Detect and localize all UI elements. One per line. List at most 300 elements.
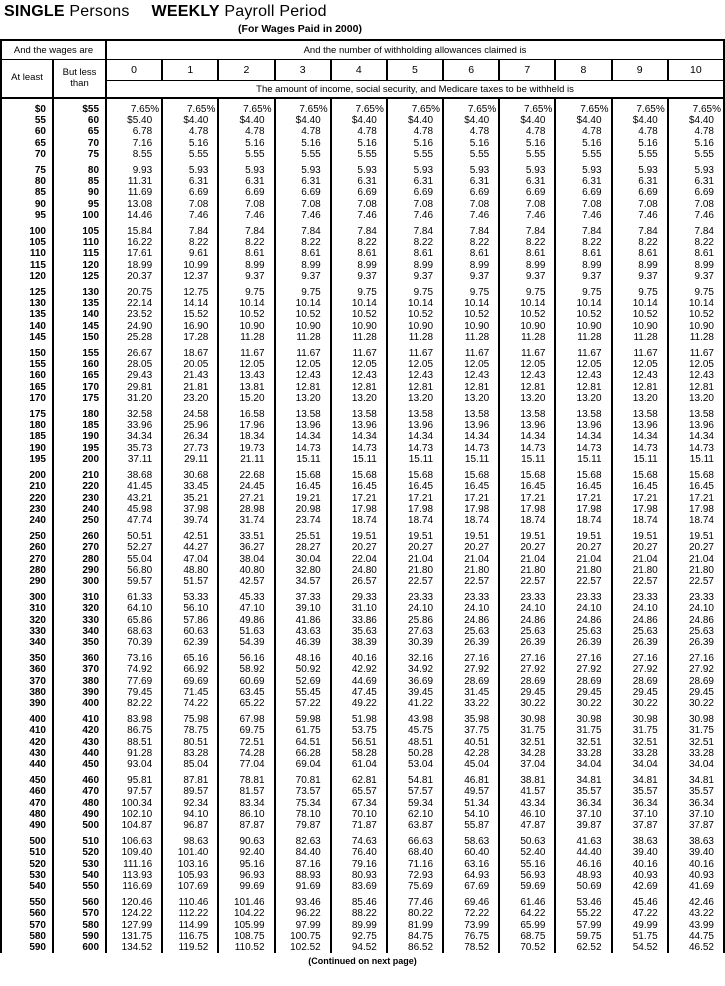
amount-cell: 75.69 bbox=[387, 881, 443, 892]
amount-cell: 14.73 bbox=[499, 443, 555, 454]
amount-cell: 8.99 bbox=[275, 260, 331, 271]
amount-cell: 19.51 bbox=[555, 526, 611, 542]
wage-cell: 470 bbox=[1, 798, 53, 809]
wage-cell: 230 bbox=[53, 493, 106, 504]
amount-cell: 80.51 bbox=[162, 737, 218, 748]
table-row bbox=[1, 847, 724, 858]
amount-cell: 34.34 bbox=[106, 431, 162, 442]
amount-cell: 40.16 bbox=[331, 648, 387, 664]
amount-cell: 13.58 bbox=[612, 404, 668, 420]
amount-cell: 30.22 bbox=[499, 698, 555, 709]
amount-cell: 19.51 bbox=[499, 526, 555, 542]
amount-cell: 15.68 bbox=[555, 465, 611, 481]
title-persons: Persons bbox=[69, 3, 130, 20]
amount-cell: 25.86 bbox=[387, 615, 443, 626]
amount-cell: 9.37 bbox=[499, 271, 555, 282]
amount-cell: 7.65% bbox=[555, 98, 611, 115]
amount-cell: 22.14 bbox=[106, 298, 162, 309]
amount-cell: 17.21 bbox=[331, 493, 387, 504]
amount-cell: 25.96 bbox=[162, 420, 218, 431]
amount-cell: 26.39 bbox=[499, 637, 555, 648]
amount-cell: 21.04 bbox=[443, 554, 499, 565]
amount-cell: 72.22 bbox=[443, 908, 499, 919]
amount-cell: 10.52 bbox=[612, 309, 668, 320]
amount-cell: 5.55 bbox=[499, 149, 555, 160]
table-row bbox=[1, 282, 724, 298]
amount-cell: 50.69 bbox=[555, 881, 611, 892]
amount-cell: 7.46 bbox=[555, 210, 611, 221]
amount-cell: 18.99 bbox=[106, 260, 162, 271]
wage-cell: 85 bbox=[53, 176, 106, 187]
amount-cell: 14.34 bbox=[555, 431, 611, 442]
amount-cell: 4.78 bbox=[387, 126, 443, 137]
amount-cell: 34.04 bbox=[555, 759, 611, 770]
amount-cell: 108.75 bbox=[218, 931, 274, 942]
amount-cell: 35.73 bbox=[106, 443, 162, 454]
wage-cell: 410 bbox=[53, 709, 106, 725]
wage-cell: 430 bbox=[53, 737, 106, 748]
wage-cell: 450 bbox=[53, 759, 106, 770]
amount-cell: 6.69 bbox=[499, 187, 555, 198]
amount-cell: 16.45 bbox=[499, 481, 555, 492]
amount-cell: 13.96 bbox=[668, 420, 724, 431]
amount-cell: 10.14 bbox=[499, 298, 555, 309]
amount-cell: 134.52 bbox=[106, 942, 162, 953]
amount-cell: 20.27 bbox=[668, 542, 724, 553]
amount-cell: 39.45 bbox=[387, 687, 443, 698]
wage-cell: 110 bbox=[53, 237, 106, 248]
table-row bbox=[1, 393, 724, 404]
amount-cell: $5.40 bbox=[106, 115, 162, 126]
amount-cell: 28.69 bbox=[612, 676, 668, 687]
amount-cell: 85.46 bbox=[331, 892, 387, 908]
amount-cell: 13.58 bbox=[499, 404, 555, 420]
amount-cell: 18.34 bbox=[218, 431, 274, 442]
amount-cell: 114.99 bbox=[162, 920, 218, 931]
amount-cell: 6.31 bbox=[387, 176, 443, 187]
amount-cell: 33.22 bbox=[443, 698, 499, 709]
amount-cell: 21.04 bbox=[555, 554, 611, 565]
table-row bbox=[1, 221, 724, 237]
wage-cell: 550 bbox=[1, 892, 53, 908]
amount-cell: 8.22 bbox=[668, 237, 724, 248]
amount-cell: 54.39 bbox=[218, 637, 274, 648]
amount-cell: 10.14 bbox=[668, 298, 724, 309]
amount-cell: 18.74 bbox=[387, 515, 443, 526]
amount-cell: 7.46 bbox=[218, 210, 274, 221]
amount-cell: 36.34 bbox=[668, 798, 724, 809]
amount-cell: 5.16 bbox=[331, 138, 387, 149]
col-header-allowance-2: 2 bbox=[218, 60, 274, 81]
amount-cell: 106.63 bbox=[106, 831, 162, 847]
amount-cell: 88.93 bbox=[275, 870, 331, 881]
amount-cell: 7.84 bbox=[162, 221, 218, 237]
amount-cell: 78.75 bbox=[162, 725, 218, 736]
wage-cell: 180 bbox=[53, 404, 106, 420]
amount-cell: 58.28 bbox=[331, 748, 387, 759]
amount-cell: 12.05 bbox=[612, 359, 668, 370]
amount-cell: 7.08 bbox=[331, 199, 387, 210]
amount-cell: 6.78 bbox=[106, 126, 162, 137]
amount-cell: 5.55 bbox=[331, 149, 387, 160]
table-row bbox=[1, 309, 724, 320]
table-row bbox=[1, 931, 724, 942]
col-header-allowance-1: 1 bbox=[162, 60, 218, 81]
wage-cell: 260 bbox=[53, 526, 106, 542]
row-group bbox=[1, 648, 724, 709]
amount-cell: 8.99 bbox=[331, 260, 387, 271]
table-row bbox=[1, 565, 724, 576]
amount-cell: 70.10 bbox=[331, 809, 387, 820]
amount-cell: 28.27 bbox=[275, 542, 331, 553]
table-row bbox=[1, 199, 724, 210]
amount-cell: $4.40 bbox=[387, 115, 443, 126]
wage-cell: 220 bbox=[53, 481, 106, 492]
table-row bbox=[1, 820, 724, 831]
amount-cell: 7.84 bbox=[499, 221, 555, 237]
amount-cell: 6.69 bbox=[612, 187, 668, 198]
amount-cell: 29.45 bbox=[555, 687, 611, 698]
amount-cell: 8.99 bbox=[668, 260, 724, 271]
amount-cell: 84.40 bbox=[275, 847, 331, 858]
table-row bbox=[1, 587, 724, 603]
wage-cell: 560 bbox=[53, 892, 106, 908]
amount-cell: 6.69 bbox=[443, 187, 499, 198]
table-row bbox=[1, 98, 724, 115]
amount-cell: 32.80 bbox=[275, 565, 331, 576]
amount-cell: 5.93 bbox=[162, 160, 218, 176]
amount-cell: 38.04 bbox=[218, 554, 274, 565]
amount-cell: 5.93 bbox=[218, 160, 274, 176]
amount-cell: 43.99 bbox=[668, 920, 724, 931]
amount-cell: 6.31 bbox=[443, 176, 499, 187]
amount-cell: 24.10 bbox=[499, 603, 555, 614]
wage-cell: 115 bbox=[53, 248, 106, 259]
amount-cell: 24.58 bbox=[162, 404, 218, 420]
amount-cell: 44.40 bbox=[555, 847, 611, 858]
amount-cell: 39.74 bbox=[162, 515, 218, 526]
wage-cell: 600 bbox=[53, 942, 106, 953]
table-row bbox=[1, 786, 724, 797]
amount-cell: 96.22 bbox=[275, 908, 331, 919]
table-row bbox=[1, 187, 724, 198]
wage-cell: 100 bbox=[1, 221, 53, 237]
wage-cell: 360 bbox=[53, 648, 106, 664]
amount-cell: 15.11 bbox=[612, 454, 668, 465]
wage-cell: 290 bbox=[1, 576, 53, 587]
amount-cell: 44.69 bbox=[331, 676, 387, 687]
wage-cell: 520 bbox=[53, 847, 106, 858]
amount-cell: 93.46 bbox=[275, 892, 331, 908]
amount-cell: 5.16 bbox=[443, 138, 499, 149]
amount-cell: 17.21 bbox=[499, 493, 555, 504]
amount-cell: 9.37 bbox=[612, 271, 668, 282]
amount-cell: 16.45 bbox=[612, 481, 668, 492]
amount-cell: 94.52 bbox=[331, 942, 387, 953]
amount-cell: 24.86 bbox=[612, 615, 668, 626]
amount-cell: 12.43 bbox=[275, 370, 331, 381]
wage-cell: 210 bbox=[1, 481, 53, 492]
row-group bbox=[1, 709, 724, 770]
amount-cell: 8.61 bbox=[668, 248, 724, 259]
amount-cell: 50.92 bbox=[275, 664, 331, 675]
amount-cell: 35.21 bbox=[162, 493, 218, 504]
row-group bbox=[1, 831, 724, 892]
amount-cell: 13.58 bbox=[275, 404, 331, 420]
amount-cell: 10.90 bbox=[331, 321, 387, 332]
amount-cell: 27.92 bbox=[555, 664, 611, 675]
wage-cell: 460 bbox=[1, 786, 53, 797]
amount-cell: 9.37 bbox=[218, 271, 274, 282]
amount-cell: 8.61 bbox=[387, 248, 443, 259]
amount-cell: 34.28 bbox=[499, 748, 555, 759]
amount-cell: 74.63 bbox=[331, 831, 387, 847]
table-row bbox=[1, 892, 724, 908]
amount-cell: 11.28 bbox=[668, 332, 724, 343]
amount-cell: 22.68 bbox=[218, 465, 274, 481]
wage-cell: 360 bbox=[1, 664, 53, 675]
amount-cell: 33.45 bbox=[162, 481, 218, 492]
col-header-at-least: At least bbox=[1, 60, 53, 99]
table-row bbox=[1, 576, 724, 587]
table-row bbox=[1, 321, 724, 332]
amount-cell: 77.46 bbox=[387, 892, 443, 908]
wage-cell: 300 bbox=[1, 587, 53, 603]
wage-cell: 165 bbox=[1, 382, 53, 393]
amount-cell: 24.80 bbox=[331, 565, 387, 576]
amount-cell: 56.93 bbox=[499, 870, 555, 881]
amount-cell: 4.78 bbox=[331, 126, 387, 137]
wage-cell: 195 bbox=[1, 454, 53, 465]
amount-cell: 9.37 bbox=[331, 271, 387, 282]
amount-cell: 30.22 bbox=[555, 698, 611, 709]
amount-cell: 41.69 bbox=[668, 881, 724, 892]
table-row bbox=[1, 160, 724, 176]
amount-cell: 69.04 bbox=[275, 759, 331, 770]
amount-cell: 124.22 bbox=[106, 908, 162, 919]
amount-cell: 10.52 bbox=[331, 309, 387, 320]
wage-cell: 460 bbox=[53, 770, 106, 786]
table-row bbox=[1, 298, 724, 309]
amount-cell: 20.75 bbox=[106, 282, 162, 298]
amount-cell: 45.04 bbox=[443, 759, 499, 770]
amount-cell: 7.46 bbox=[387, 210, 443, 221]
amount-cell: 21.80 bbox=[387, 565, 443, 576]
col-header-but-less-than: But less than bbox=[53, 60, 106, 99]
amount-cell: 8.99 bbox=[555, 260, 611, 271]
amount-cell: 12.05 bbox=[555, 359, 611, 370]
amount-cell: 5.55 bbox=[162, 149, 218, 160]
amount-cell: 40.93 bbox=[668, 870, 724, 881]
amount-cell: 10.14 bbox=[218, 298, 274, 309]
amount-cell: 30.39 bbox=[387, 637, 443, 648]
amount-cell: 15.52 bbox=[162, 309, 218, 320]
amount-cell: 5.93 bbox=[331, 160, 387, 176]
table-row bbox=[1, 443, 724, 454]
wage-cell: 510 bbox=[53, 831, 106, 847]
amount-cell: 67.69 bbox=[443, 881, 499, 892]
wage-cell: 180 bbox=[1, 420, 53, 431]
wage-cell: 125 bbox=[1, 282, 53, 298]
table-row bbox=[1, 420, 724, 431]
amount-cell: 68.63 bbox=[106, 626, 162, 637]
amount-cell: 119.52 bbox=[162, 942, 218, 953]
wage-cell: 165 bbox=[53, 370, 106, 381]
amount-cell: 8.61 bbox=[331, 248, 387, 259]
amount-cell: 21.04 bbox=[387, 554, 443, 565]
amount-cell: 95.81 bbox=[106, 770, 162, 786]
amount-cell: 23.33 bbox=[668, 587, 724, 603]
row-group bbox=[1, 282, 724, 343]
wage-cell: 80 bbox=[53, 160, 106, 176]
amount-cell: 33.28 bbox=[612, 748, 668, 759]
amount-cell: 4.78 bbox=[555, 126, 611, 137]
wage-cell: 185 bbox=[1, 431, 53, 442]
amount-cell: 27.16 bbox=[443, 648, 499, 664]
amount-cell: 8.22 bbox=[443, 237, 499, 248]
wage-cell: 290 bbox=[53, 565, 106, 576]
amount-cell: 21.80 bbox=[443, 565, 499, 576]
amount-cell: 32.51 bbox=[499, 737, 555, 748]
amount-cell: 27.16 bbox=[668, 648, 724, 664]
wage-cell: 220 bbox=[1, 493, 53, 504]
amount-cell: 6.69 bbox=[218, 187, 274, 198]
wage-cell: 60 bbox=[1, 126, 53, 137]
amount-cell: 28.69 bbox=[499, 676, 555, 687]
amount-cell: 62.39 bbox=[162, 637, 218, 648]
amount-cell: 10.14 bbox=[387, 298, 443, 309]
amount-cell: 8.22 bbox=[331, 237, 387, 248]
amount-cell: 5.93 bbox=[668, 160, 724, 176]
wage-cell: 300 bbox=[53, 576, 106, 587]
amount-cell: 5.55 bbox=[387, 149, 443, 160]
amount-cell: 10.52 bbox=[668, 309, 724, 320]
amount-cell: 8.61 bbox=[499, 248, 555, 259]
amount-cell: 42.92 bbox=[331, 664, 387, 675]
amount-cell: 46.52 bbox=[668, 942, 724, 953]
amount-cell: 40.51 bbox=[443, 737, 499, 748]
amount-cell: 7.65% bbox=[275, 98, 331, 115]
amount-cell: 71.45 bbox=[162, 687, 218, 698]
amount-cell: 40.16 bbox=[612, 859, 668, 870]
wage-cell: 95 bbox=[53, 199, 106, 210]
amount-cell: 5.93 bbox=[555, 160, 611, 176]
amount-cell: 28.69 bbox=[555, 676, 611, 687]
amount-cell: 116.69 bbox=[106, 881, 162, 892]
amount-cell: 27.16 bbox=[499, 648, 555, 664]
amount-cell: 17.21 bbox=[612, 493, 668, 504]
amount-cell: 17.28 bbox=[162, 332, 218, 343]
amount-cell: 20.05 bbox=[162, 359, 218, 370]
wage-cell: 340 bbox=[1, 637, 53, 648]
amount-cell: 89.57 bbox=[162, 786, 218, 797]
table-row bbox=[1, 138, 724, 149]
amount-cell: 42.57 bbox=[218, 576, 274, 587]
amount-cell: 42.69 bbox=[612, 881, 668, 892]
amount-cell: 35.98 bbox=[443, 709, 499, 725]
col-header-allowance-4: 4 bbox=[331, 60, 387, 81]
amount-cell: 30.04 bbox=[275, 554, 331, 565]
amount-cell: 68.75 bbox=[499, 931, 555, 942]
wage-cell: 80 bbox=[1, 176, 53, 187]
amount-cell: 9.75 bbox=[443, 282, 499, 298]
amount-cell: 7.08 bbox=[555, 199, 611, 210]
amount-cell: 8.61 bbox=[612, 248, 668, 259]
title-payroll-period: Payroll Period bbox=[224, 3, 327, 20]
amount-cell: 12.81 bbox=[499, 382, 555, 393]
amount-cell: 97.57 bbox=[106, 786, 162, 797]
amount-cell: 13.96 bbox=[331, 420, 387, 431]
amount-cell: 5.16 bbox=[499, 138, 555, 149]
col-header-allowance-9: 9 bbox=[612, 60, 668, 81]
col-header-allowance-7: 7 bbox=[499, 60, 555, 81]
amount-cell: 13.58 bbox=[555, 404, 611, 420]
amount-cell: 111.16 bbox=[106, 859, 162, 870]
amount-cell: 8.61 bbox=[555, 248, 611, 259]
amount-cell: 13.20 bbox=[387, 393, 443, 404]
amount-cell: 17.98 bbox=[331, 504, 387, 515]
amount-cell: 80.22 bbox=[387, 908, 443, 919]
amount-cell: 59.34 bbox=[387, 798, 443, 809]
amount-cell: 105.93 bbox=[162, 870, 218, 881]
amount-cell: 26.39 bbox=[555, 637, 611, 648]
row-group bbox=[1, 221, 724, 282]
amount-cell: 86.75 bbox=[106, 725, 162, 736]
amount-cell: 35.63 bbox=[331, 626, 387, 637]
wage-cell: 250 bbox=[1, 526, 53, 542]
amount-cell: 87.16 bbox=[275, 859, 331, 870]
amount-cell: 29.33 bbox=[331, 587, 387, 603]
amount-cell: 8.22 bbox=[162, 237, 218, 248]
table-row bbox=[1, 343, 724, 359]
wage-cell: 390 bbox=[1, 698, 53, 709]
table-row bbox=[1, 115, 724, 126]
amount-cell: 7.84 bbox=[443, 221, 499, 237]
wage-cell: 400 bbox=[53, 698, 106, 709]
amount-cell: 16.45 bbox=[668, 481, 724, 492]
amount-cell: 67.98 bbox=[218, 709, 274, 725]
amount-cell: 32.51 bbox=[555, 737, 611, 748]
page-subtitle: (For Wages Paid in 2000) bbox=[238, 23, 362, 35]
table-row bbox=[1, 481, 724, 492]
amount-cell: 92.34 bbox=[162, 798, 218, 809]
amount-cell: 65.99 bbox=[499, 920, 555, 931]
amount-cell: 39.87 bbox=[555, 820, 611, 831]
amount-cell: 12.81 bbox=[612, 382, 668, 393]
amount-cell: 18.74 bbox=[612, 515, 668, 526]
amount-cell: 34.92 bbox=[387, 664, 443, 675]
wage-cell: 250 bbox=[53, 515, 106, 526]
amount-cell: 35.57 bbox=[668, 786, 724, 797]
amount-cell: 31.20 bbox=[106, 393, 162, 404]
wage-cell: 490 bbox=[53, 809, 106, 820]
amount-cell: 23.20 bbox=[162, 393, 218, 404]
amount-cell: 8.22 bbox=[275, 237, 331, 248]
table-row bbox=[1, 126, 724, 137]
amount-cell: 27.92 bbox=[668, 664, 724, 675]
table-row bbox=[1, 809, 724, 820]
amount-cell: 32.16 bbox=[387, 648, 443, 664]
amount-cell: 26.39 bbox=[612, 637, 668, 648]
wage-cell: 380 bbox=[53, 676, 106, 687]
amount-cell: 24.10 bbox=[443, 603, 499, 614]
amount-cell: 5.55 bbox=[668, 149, 724, 160]
amount-cell: 43.21 bbox=[106, 493, 162, 504]
amount-cell: 55.22 bbox=[555, 908, 611, 919]
amount-cell: 31.10 bbox=[331, 603, 387, 614]
table-row bbox=[1, 210, 724, 221]
amount-cell: 8.22 bbox=[555, 237, 611, 248]
